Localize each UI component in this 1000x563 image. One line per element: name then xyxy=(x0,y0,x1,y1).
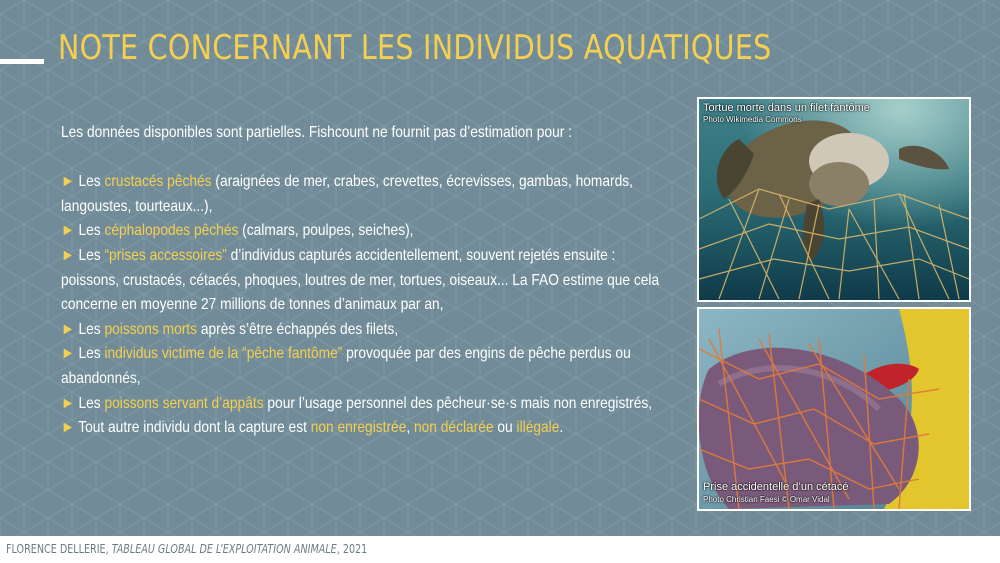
bullet-item xyxy=(61,342,663,391)
bullet-text: pour l’usage personnel des pêcheur·se·s mais non enregistrés, xyxy=(263,394,653,412)
bullet-highlight: céphalopodes pêchés xyxy=(104,222,239,240)
bullet-arrow: ► xyxy=(61,320,75,338)
bullet-highlight: non enregistrée xyxy=(310,419,407,437)
turtle-ghost-net-photo xyxy=(697,97,971,302)
photo-credit: Photo Christian Faesi © Omar Vidal xyxy=(703,495,830,504)
bullet-highlight: non déclarée xyxy=(414,419,494,437)
photo-caption: Prise accidentelle d’un cétacé xyxy=(703,481,849,493)
bullet-text: Les xyxy=(78,320,105,338)
bullet-highlight: poissons morts xyxy=(104,320,198,338)
bullet-text: d’individus capturés accidentellement, souvent rejetés ensuite : poissons, crustacés, cétacés, phoques, loutres de mer, tortues, oiseaux... La FAO estime que cela concerne en moyenne 27 millions de tonnes d’animaux par an, xyxy=(61,246,660,314)
bullet-item: ► Tout autre individu dont la capture est non enregistrée, non déclarée ou illégale. xyxy=(61,419,564,437)
footer-author: FLORENCE DELLERIE, xyxy=(6,542,112,556)
bullet-arrow: ► xyxy=(61,246,75,264)
bullet-text: (araignées de mer, crabes, crevettes, écrevisses, gambas, homards, langoustes, tourteaux...), xyxy=(61,173,633,215)
bullet-arrow: ► xyxy=(61,394,75,412)
footer-year: , 2021 xyxy=(336,542,368,556)
bullet-arrow: ► xyxy=(61,419,75,437)
bullet-text: après s’être échappés des filets, xyxy=(197,320,399,338)
bullet-highlight: illégale xyxy=(516,419,560,437)
bullet-item xyxy=(61,170,663,219)
slide-body xyxy=(61,121,663,441)
footer-work-title: TABLEAU GLOBAL DE L’EXPLOITATION ANIMALE xyxy=(111,542,337,556)
bullet-text: Les xyxy=(78,222,105,240)
photo-caption: Tortue morte dans un filet fantôme xyxy=(703,102,870,114)
slide-title: NOTE CONCERNANT LES INDIVIDUS AQUATIQUES xyxy=(58,28,772,68)
bullet-text: provoquée par des engins de pêche perdus ou abandonnés, xyxy=(61,345,631,387)
cetacean-photo-illustration xyxy=(699,309,969,509)
bullet-text: Les xyxy=(78,246,105,264)
bullet-highlight: poissons servant d’appâts xyxy=(104,394,264,412)
bullet-item xyxy=(61,244,663,318)
bullet-item xyxy=(61,392,663,417)
bullet-highlight: crustacés pêchés xyxy=(104,173,212,191)
bullet-highlight: individus victime de la “pêche fantôme” xyxy=(104,345,343,363)
bullet-arrow: ► xyxy=(61,222,75,240)
footer xyxy=(0,536,1000,563)
bullet-text: Les xyxy=(78,345,105,363)
bullet-list xyxy=(61,170,663,416)
bullet-highlight: “prises accessoires” xyxy=(104,246,227,264)
bullet-arrow: ► xyxy=(61,345,75,363)
footer-citation xyxy=(6,542,367,556)
intro-text: Les données disponibles sont partielles. Fishcount ne fournit pas d’estimation pour : xyxy=(61,124,572,141)
photo-credit: Photo Wikimedia Commons xyxy=(703,115,802,124)
bullet-text: (calmars, poulpes, seiches), xyxy=(238,222,414,240)
bullet-text: Tout autre individu dont la capture est xyxy=(78,419,311,437)
bullet-arrow: ► xyxy=(61,173,75,191)
turtle-photo-illustration xyxy=(699,99,969,300)
title-accent-bar xyxy=(0,59,44,64)
bullet-item xyxy=(61,318,663,343)
bullet-text: Les xyxy=(78,394,105,412)
cetacean-bycatch-photo xyxy=(697,307,971,511)
bullet-text: Les xyxy=(78,173,105,191)
bullet-item xyxy=(61,219,663,244)
